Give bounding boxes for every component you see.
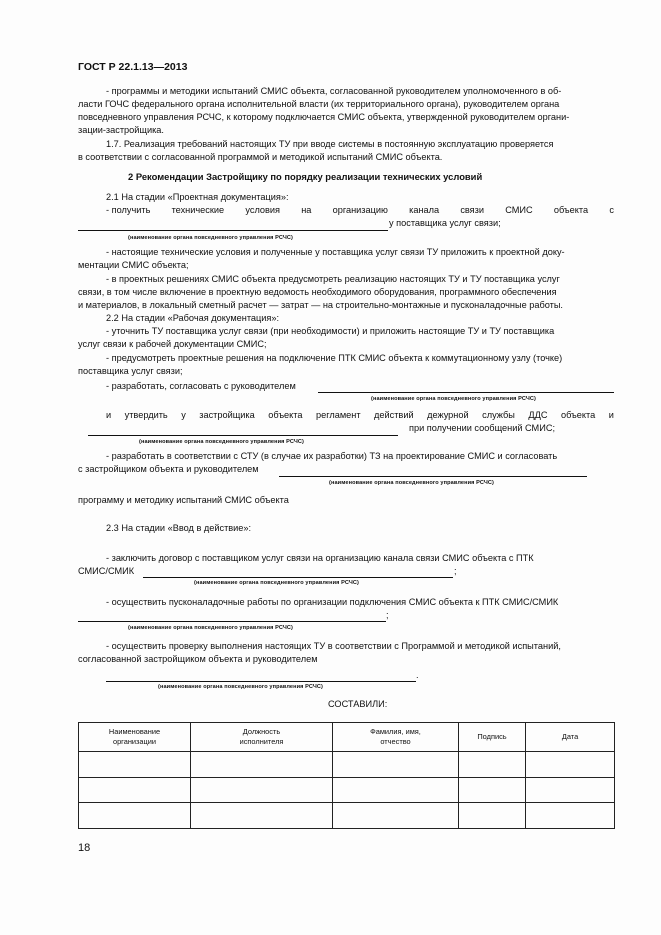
table-row	[79, 752, 615, 778]
field-caption: (наименование органа повседневного управления РСЧС)	[158, 684, 323, 690]
field-caption: (наименование органа повседневного управления РСЧС)	[371, 396, 536, 402]
s22-b1-line-1: - уточнить ТУ поставщика услуг связи (при необходимости) и приложить настоящие ТУ и ТУ поставщика	[106, 326, 555, 336]
intro-line-3: повседневного управления РСЧС, к которому подключается СМИС объекта, утвержденной руководителем органи-	[78, 112, 570, 122]
table-header-row	[79, 723, 615, 752]
intro-line-4: зации-застройщика.	[78, 125, 164, 135]
field-caption: (наименование органа повседневного управления РСЧС)	[194, 580, 359, 586]
table-cell[interactable]	[333, 803, 459, 829]
table-cell[interactable]	[191, 803, 333, 829]
column-header-signature: Подпись	[459, 723, 526, 752]
table-cell[interactable]	[526, 752, 615, 778]
s23-b3-tail: .	[416, 670, 419, 680]
s23-b3-line-2: согласованной застройщиком объекта и руководителем	[78, 654, 318, 664]
s23-b3-line-1: - осуществить проверку выполнения настоящих ТУ в соответствии с Программой и методикой испытаний,	[106, 641, 561, 651]
table-cell[interactable]	[191, 752, 333, 778]
table-row	[79, 803, 615, 829]
table-cell[interactable]	[191, 778, 333, 803]
s23-b1-tail: ;	[454, 566, 457, 576]
column-header-organization: Наименование организации	[79, 723, 191, 752]
table-cell[interactable]	[526, 778, 615, 803]
blank-line	[88, 435, 398, 436]
page-number: 18	[78, 842, 91, 854]
s21-b3-line-3: и материалов, в локальный сметный расчет — затрат — на строительно-монтажные и пусконаладочные работы.	[78, 300, 563, 310]
field-caption: (наименование органа повседневного управления РСЧС)	[128, 625, 293, 631]
table-cell[interactable]	[79, 803, 191, 829]
signoff-table	[78, 722, 615, 829]
s22-b2-line-2: поставщика услуг связи;	[78, 366, 183, 376]
s23-b2-tail: ;	[386, 610, 389, 620]
field-caption: (наименование органа повседневного управления РСЧС)	[329, 480, 494, 486]
intro-line-2: ласти ГОЧС федерального органа исполнительной власти (их территориального органа), руководителем органа	[78, 99, 560, 109]
blank-line	[78, 230, 388, 231]
table-cell[interactable]	[459, 778, 526, 803]
table-cell[interactable]	[526, 803, 615, 829]
table-cell[interactable]	[459, 752, 526, 778]
s21-b1-tail: у поставщика услуг связи;	[389, 218, 501, 228]
field-caption: (наименование органа повседневного управления РСЧС)	[139, 439, 304, 445]
table-cell[interactable]	[333, 778, 459, 803]
s23-b2-line-1: - осуществить пусконаладочные работы по организации подключения СМИС объекта к ПТК СМИС/СМИК	[106, 597, 559, 607]
table-cell[interactable]	[79, 752, 191, 778]
document-code: ГОСТ Р 22.1.13—2013	[78, 61, 188, 73]
table-cell[interactable]	[459, 803, 526, 829]
s22-b3-line-2: и утвердить у застройщика объекта регламент действий дежурной службы ДДС объекта и	[106, 410, 614, 420]
table-cell[interactable]	[333, 752, 459, 778]
s22-b2-line-1: - предусмотреть проектные решения на подключение ПТК СМИС объекта к коммутационному узлу (точке)	[106, 353, 563, 363]
s21-b2-line-1: - настоящие технические условия и полученные у поставщика услуг связи ТУ приложить к проектной доку-	[106, 247, 565, 257]
para-1-7-line-2: в соответствии с согласованной программой и методикой испытаний СМИС объекта.	[78, 152, 443, 162]
column-header-position: Должность исполнителя	[191, 723, 333, 752]
s22-title: 2.2 На стадии «Рабочая документация»:	[106, 313, 280, 323]
blank-line	[143, 577, 453, 578]
table-cell[interactable]	[79, 778, 191, 803]
s23-b1-line-2: СМИС/СМИК	[78, 566, 135, 576]
s21-b2-line-2: ментации СМИС объекта;	[78, 260, 189, 270]
field-caption: (наименование органа повседневного управления РСЧС)	[128, 235, 293, 241]
para-1-7-line-1: 1.7. Реализация требований настоящих ТУ при вводе системы в постоянную эксплуатацию проверяется	[106, 139, 554, 149]
s22-b4-line-2: с застройщиком объекта и руководителем	[78, 464, 259, 474]
blank-line	[106, 681, 416, 682]
intro-line-1: - программы и методики испытаний СМИС объекта, согласованной руководителем уполномоченного в об-	[106, 86, 562, 96]
table-row	[79, 778, 615, 803]
column-header-full-name: Фамилия, имя, отчество	[333, 723, 459, 752]
s23-b1-line-1: - заключить договор с поставщиком услуг связи на организацию канала связи СМИС объекта с ПТК	[106, 553, 534, 563]
signoff-heading: СОСТАВИЛИ:	[328, 699, 388, 709]
s22-b4-line-1: - разработать в соответствии с СТУ (в случае их разработки) ТЗ на проектирование СМИС и согласовать	[106, 451, 558, 461]
blank-line	[279, 476, 587, 477]
s22-b4-line-3: программу и методику испытаний СМИС объекта	[78, 495, 289, 505]
column-header-date: Дата	[526, 723, 615, 752]
s21-title: 2.1 На стадии «Проектная документация»:	[106, 192, 289, 202]
s23-title: 2.3 На стадии «Ввод в действие»:	[106, 523, 252, 533]
s21-b3-line-1: - в проектных решениях СМИС объекта предусмотреть реализацию настоящих ТУ и ТУ поставщика услуг	[106, 274, 560, 284]
s21-b3-line-2: связи, в том числе включение в проектную ведомость необходимого оборудования, программного обеспечения	[78, 287, 557, 297]
blank-line	[78, 621, 386, 622]
s22-b3-line-1: - разработать, согласовать с руководителем	[106, 381, 296, 391]
section-2-title: 2 Рекомендации Застройщику по порядку реализации технических условий	[128, 171, 483, 182]
s21-b1-line-1: - получить технические условия на организацию канала связи СМИС объекта с	[106, 205, 614, 215]
s22-b1-line-2: услуг связи к рабочей документации СМИС;	[78, 339, 267, 349]
s22-b3-line-3-tail: при получении сообщений СМИС;	[409, 423, 556, 433]
blank-line	[318, 392, 614, 393]
